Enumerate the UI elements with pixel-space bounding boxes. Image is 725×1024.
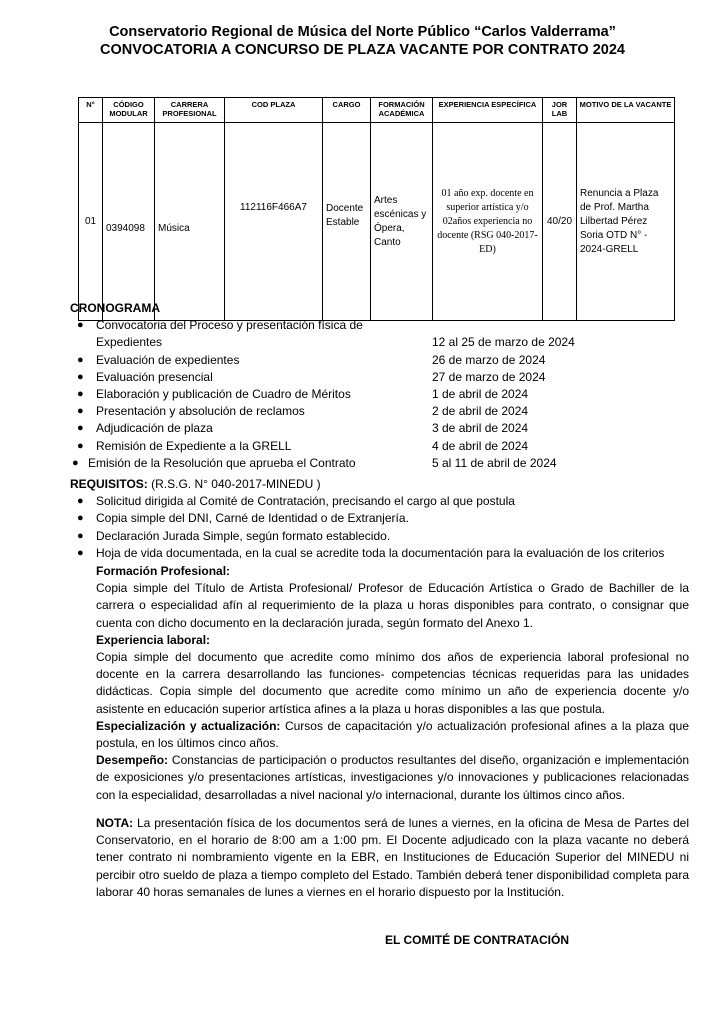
- list-item: [70, 528, 690, 545]
- cronograma-activity: Evaluación de expedientes: [96, 352, 240, 367]
- especializacion-paragraph: [96, 718, 689, 752]
- institution-title: Conservatorio Regional de Música del Norte Público “Carlos Valderrama”: [109, 24, 616, 40]
- desempeno-title: Desempeño:: [96, 753, 169, 768]
- bullet-icon: ●: [77, 370, 84, 383]
- cell-jornada: 40/20: [543, 123, 577, 321]
- col-header-num: N°: [79, 98, 103, 123]
- requisito-text: Declaración Jurada Simple, según formato establecido.: [96, 528, 391, 543]
- cronograma-list: [70, 317, 690, 472]
- bullet-icon: ●: [77, 495, 84, 508]
- requisito-text: Copia simple del DNI, Carné de Identidad o de Extranjería.: [96, 511, 409, 526]
- col-header-experiencia: EXPERIENCIA ESPECÍFICA: [433, 98, 543, 123]
- cronograma-activity: Presentación y absolución de reclamos: [96, 404, 305, 419]
- cell-num: 01: [79, 123, 103, 321]
- cell-experiencia: 01 año exp. docente en superior artística y/o 02años experiencia no docente (RSG 040-2017-ED): [433, 123, 543, 321]
- cronograma-date: 12 al 25 de marzo de 2024: [432, 335, 575, 350]
- list-item: [70, 510, 690, 527]
- cell-cod-plaza: 112116F466A7: [225, 123, 323, 321]
- cell-carrera: Música: [155, 123, 225, 321]
- criterios-block: [96, 563, 689, 804]
- bullet-icon: ●: [77, 319, 84, 332]
- list-item: [70, 352, 690, 369]
- cronograma-activity: Adjudicación de plaza: [96, 421, 213, 436]
- col-header-formacion: FORMACIÓN ACADÉMICA: [371, 98, 433, 123]
- cronograma-title: CRONOGRAMA: [70, 301, 160, 315]
- list-item: [70, 334, 690, 351]
- cronograma-activity: Elaboración y publicación de Cuadro de Méritos: [96, 387, 351, 402]
- requisitos-list: [70, 493, 690, 562]
- col-header-motivo: MOTIVO DE LA VACANTE: [577, 98, 675, 123]
- list-item: [70, 420, 690, 437]
- cronograma-date: 27 de marzo de 2024: [432, 369, 546, 384]
- bullet-icon: ●: [77, 388, 84, 401]
- experiencia-text: Copia simple del documento que acredite como mínimo dos años de experiencia laboral profesional no docente en la carrera desarrollando las funciones- competencias técnicas requeridas para las unidades didácticas. Copia simple del documento que acredite como mínimo un año de experiencia docente y/o asistente en educación superior artística afines a la plaza u horas disponibles a las que postula.: [96, 650, 689, 716]
- list-item: [70, 403, 690, 420]
- table-row: [79, 123, 675, 321]
- bullet-icon: ●: [77, 439, 84, 452]
- requisito-text: Hoja de vida documentada, en la cual se acredite toda la documentación para la evaluación de los criterios: [96, 545, 665, 560]
- col-header-jornada: JOR LAB: [543, 98, 577, 123]
- bullet-icon: ●: [77, 529, 84, 542]
- cronograma-date: 4 de abril de 2024: [432, 438, 529, 453]
- cronograma-activity: Expedientes: [96, 335, 163, 350]
- nota-text: La presentación física de los documentos será de lunes a viernes, en la oficina de Mesa de Partes del Conservatorio, en el horario de 8:00 am a 1:00 pm. El Docente adjudicado con la plaza vacante no deberá tener contrato ni nombramiento vigente en la EBR, en Instituciones de Educación Superior del MINEDU ni percibir otro sueldo de plaza a tiempo completo del Estado. También deberá tener disponibilidad completa para laborar 40 horas semanales de lunes a viernes en el horario dispuesto por la Institución.: [96, 816, 689, 899]
- plaza-table: [78, 97, 675, 321]
- list-item: [70, 545, 690, 562]
- bullet-icon: ●: [77, 405, 84, 418]
- formacion-title: Formación Profesional:: [96, 564, 231, 578]
- list-item: [70, 386, 690, 403]
- cronograma-activity: Evaluación presencial: [96, 369, 213, 384]
- list-item: [70, 369, 690, 386]
- cronograma-date: 2 de abril de 2024: [432, 404, 529, 419]
- table-header-row: [79, 98, 675, 123]
- bullet-icon: ●: [77, 512, 84, 525]
- desempeno-text: Constancias de participación o productos resultantes del diseño, organización e implementación de exposiciones y/o presentaciones artísticas, investigaciones y/o innovaciones y publicaciones relacionadas con la especialidad, desarrolladas a nivel nacional y/o internacional, durante los últimos cinco años.: [96, 753, 689, 802]
- convocatoria-title: CONVOCATORIA A CONCURSO DE PLAZA VACANTE POR CONTRATO 2024: [100, 42, 625, 58]
- requisitos-section: [70, 476, 690, 562]
- cronograma-activity: Convocatoria del Proceso y presentación física de: [96, 318, 363, 333]
- especializacion-text: Cursos de capacitación y/o actualización profesional afines a la plaza que postula, en los últimos cinco años.: [96, 718, 689, 751]
- cell-codigo-modular: 0394098: [103, 123, 155, 321]
- list-item: [70, 493, 690, 510]
- bullet-icon: ●: [77, 546, 84, 559]
- especializacion-title: Especialización y actualización:: [96, 718, 281, 733]
- nota-label: NOTA:: [96, 816, 134, 830]
- cronograma-section: [70, 300, 690, 472]
- requisitos-ref: (R.S.G. N° 040-2017-MINEDU ): [147, 477, 321, 491]
- cronograma-date: 1 de abril de 2024: [432, 387, 529, 402]
- list-item: [70, 438, 690, 455]
- col-header-cod-plaza: COD PLAZA: [225, 98, 323, 123]
- requisitos-title: REQUISITOS:: [70, 477, 148, 491]
- formacion-text: Copia simple del Título de Artista Profesional/ Profesor de Educación Artística o Grado de Bachiller de la carrera o especialidad afín al requerimiento de la plaza u horas disponibles para contrato, o consignar que cuenta con dicho documento en la declaración jurada, según formato del Anexo 1.: [96, 581, 689, 630]
- cell-motivo: Renuncia a Plaza de Prof. Martha Lilbertad Pérez Soria OTD N° - 2024-GRELL: [577, 123, 675, 321]
- col-header-codigo: CÓDIGO MODULAR: [103, 98, 155, 123]
- list-item: [70, 455, 690, 472]
- desempeno-paragraph: [96, 752, 689, 804]
- col-header-carrera: CARRERA PROFESIONAL: [155, 98, 225, 123]
- cell-cargo: Docente Estable: [323, 123, 371, 321]
- cronograma-activity: Emisión de la Resolución que aprueba el Contrato: [88, 455, 356, 470]
- signature-committee: EL COMITÉ DE CONTRATACIÓN: [385, 933, 569, 947]
- cronograma-date: [432, 317, 690, 334]
- experiencia-title: Experiencia laboral:: [96, 632, 211, 647]
- list-item: [70, 317, 690, 334]
- bullet-icon: ●: [72, 456, 79, 469]
- cell-formacion: Artes escénicas y Ópera, Canto: [371, 123, 433, 321]
- requisitos-heading: [70, 476, 690, 493]
- cronograma-activity: Remisión de Expediente a la GRELL: [96, 438, 292, 453]
- bullet-icon: ●: [77, 353, 84, 366]
- cronograma-date: 5 al 11 de abril de 2024: [432, 455, 557, 470]
- cronograma-date: 26 de marzo de 2024: [432, 352, 546, 367]
- nota-paragraph: [96, 815, 689, 901]
- bullet-icon: ●: [77, 422, 84, 435]
- cronograma-date: 3 de abril de 2024: [432, 421, 529, 436]
- col-header-cargo: CARGO: [323, 98, 371, 123]
- requisito-text: Solicitud dirigida al Comité de Contratación, precisando el cargo al que postula: [96, 494, 515, 509]
